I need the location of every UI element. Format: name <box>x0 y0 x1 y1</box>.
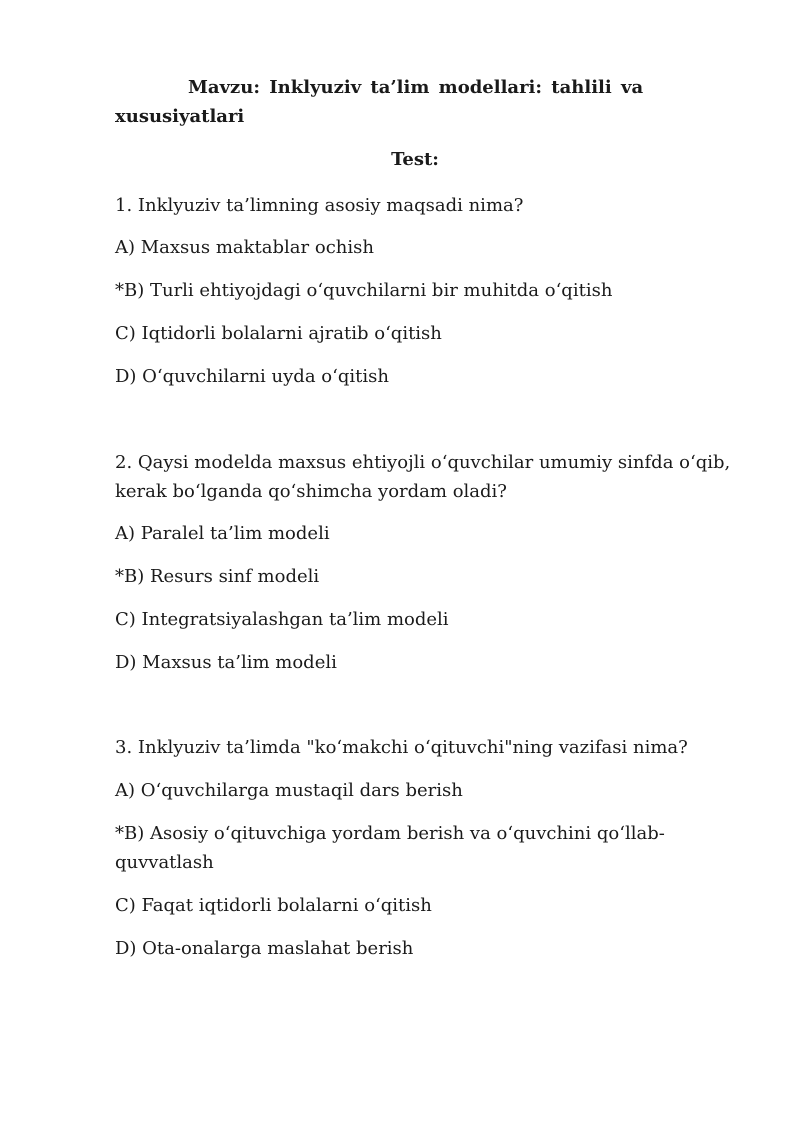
question-3-option-c: C) Faqat iqtidorli bolalarni o‘qitish <box>115 895 432 916</box>
question-3: 3. Inklyuziv ta’limda "ko‘makchi o‘qituvchi"ning vazifasi nima? <box>115 737 688 758</box>
question-2-option-a: A) Paralel ta’lim modeli <box>115 523 330 544</box>
question-3-option-a: A) O‘quvchilarga mustaqil dars berish <box>115 780 463 801</box>
question-3-option-d: D) Ota-onalarga maslahat berish <box>115 938 414 959</box>
question-2: 2. Qaysi modelda maxsus ehtiyojli o‘quvchilar umumiy sinfda o‘qib, <box>115 452 731 473</box>
question-1: 1. Inklyuziv ta’limning asosiy maqsadi nima? <box>115 195 524 216</box>
document-title-continued: xususiyatlari <box>115 106 245 127</box>
question-2-option-d: D) Maxsus ta’lim modeli <box>115 652 337 673</box>
question-1-option-a: A) Maxsus maktablar ochish <box>115 237 374 258</box>
question-3-option-b-correct: *B) Asosiy o‘qituvchiga yordam berish va o‘quvchini qo‘llab- <box>115 823 665 844</box>
question-2-option-c: C) Integratsiyalashgan ta’lim modeli <box>115 609 449 630</box>
question-3-option-b-continued: quvvatlash <box>115 852 214 873</box>
question-2-option-b-correct: *B) Resurs sinf modeli <box>115 566 320 587</box>
question-2-continued: kerak bo‘lganda qo‘shimcha yordam oladi? <box>115 481 507 502</box>
document-title: Mavzu: Inklyuziv ta’lim modellari: tahlili va <box>188 77 644 98</box>
question-1-option-b-correct: *B) Turli ehtiyojdagi o‘quvchilarni bir muhitda o‘qitish <box>115 280 613 301</box>
question-1-option-d: D) O‘quvchilarni uyda o‘qitish <box>115 366 389 387</box>
question-1-option-c: C) Iqtidorli bolalarni ajratib o‘qitish <box>115 323 442 344</box>
test-heading: Test: <box>391 149 439 170</box>
